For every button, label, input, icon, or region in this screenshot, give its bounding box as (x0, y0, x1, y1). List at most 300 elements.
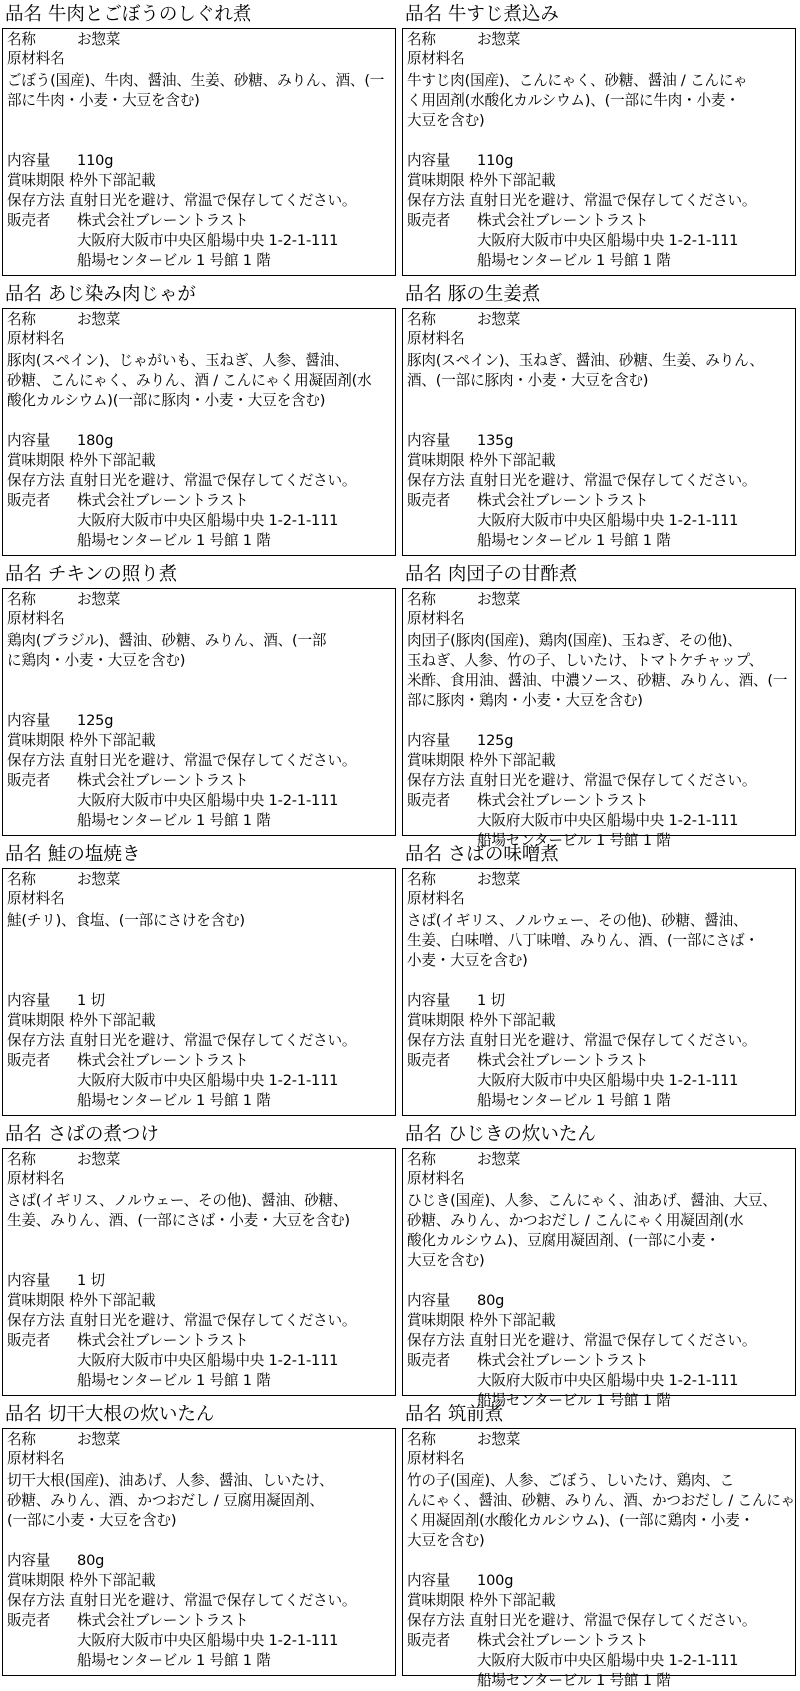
shomi-label: 賞味期限 (7, 452, 65, 469)
naiyoryo-row (407, 151, 513, 171)
naiyoryo-label: 内容量 (7, 712, 51, 729)
hozon-label: 保存方法 (7, 1312, 65, 1329)
hozon-label: 保存方法 (7, 472, 65, 489)
ingredients-line: 鶏肉(ブラジル)、醤油、砂糖、みりん、酒、(一部 (7, 632, 327, 649)
ingredients-line: 砂糖、こんにゃく、みりん、酒 / こんにゃく用凝固剤(水 (7, 372, 372, 389)
meisho-value: お惣菜 (477, 1151, 521, 1168)
shomi-value: 枠外下部記載 (469, 1312, 556, 1329)
amount-value: 80g (77, 1552, 105, 1569)
hozon-label: 保存方法 (7, 1592, 65, 1609)
shomi-label: 賞味期限 (7, 732, 65, 749)
product-label (400, 1400, 800, 1689)
hanbai-label: 販売者 (7, 1332, 51, 1349)
meisho-row (7, 1430, 120, 1450)
hanbai-label: 販売者 (407, 1632, 451, 1649)
product-name-header (405, 1401, 503, 1428)
shomi-row (7, 451, 155, 471)
genzairyo-label: 原材料名 (407, 330, 465, 347)
meisho-value: お惣菜 (77, 591, 121, 608)
label-box (402, 588, 796, 849)
naiyoryo-label: 内容量 (7, 1272, 51, 1289)
naiyoryo-label: 内容量 (407, 732, 451, 749)
hanbai-row (407, 211, 648, 231)
seller-address-2: 船場センタービル 1 号館 1 階 (477, 252, 671, 269)
hanbai-row (7, 491, 248, 511)
seller-address-1: 大阪府大阪市中央区船場中央 1-2-1-111 (77, 1072, 339, 1089)
naiyoryo-label: 内容量 (7, 1552, 51, 1569)
hanbai-label: 販売者 (407, 492, 451, 509)
genzairyo-label: 原材料名 (407, 610, 465, 627)
hanbai-row (7, 211, 248, 231)
hozon-row (407, 771, 756, 791)
ingredients-line: さば(イギリス、ノルウェー、その他)、砂糖、醤油、 (407, 912, 748, 929)
product-name: 筑前煮 (447, 1404, 504, 1425)
seller-address-1: 大阪府大阪市中央区船場中央 1-2-1-111 (477, 1072, 739, 1089)
seller-address-1: 大阪府大阪市中央区船場中央 1-2-1-111 (77, 1352, 339, 1369)
naiyoryo-label: 内容量 (7, 152, 51, 169)
product-name: 肉団子の甘酢煮 (447, 564, 578, 585)
seller-address-1: 大阪府大阪市中央区船場中央 1-2-1-111 (477, 232, 739, 249)
hozon-row (407, 471, 756, 491)
ingredients-line: 砂糖、みりん、かつおだし / こんにゃく用凝固剤(水 (407, 1212, 744, 1229)
naiyoryo-row (407, 431, 513, 451)
hanbai-label: 販売者 (7, 1052, 51, 1069)
meisho-label: 名称 (7, 871, 36, 888)
product-label (400, 560, 800, 849)
meisho-value: お惣菜 (77, 31, 121, 48)
meisho-label: 名称 (407, 1431, 436, 1448)
seller-address-1: 大阪府大阪市中央区船場中央 1-2-1-111 (77, 232, 339, 249)
ingredients (7, 1471, 395, 1531)
seller-address-1: 大阪府大阪市中央区船場中央 1-2-1-111 (77, 792, 339, 809)
ingredients-line: 生姜、白味噌、八丁味噌、みりん、酒、(一部にさば・ (407, 932, 759, 949)
product-name: 切干大根の炊いたん (47, 1404, 215, 1425)
shomi-row (7, 1571, 155, 1591)
genzairyo-label: 原材料名 (407, 1450, 465, 1467)
shomi-label: 賞味期限 (7, 172, 65, 189)
product-name-header (5, 561, 177, 588)
seller-name: 株式会社ブレーントラスト (77, 492, 249, 509)
seller-address-2: 船場センタービル 1 号館 1 階 (477, 1672, 671, 1689)
ingredients-line: 酒、(一部に豚肉・小麦・大豆を含む) (407, 372, 649, 389)
label-box (402, 1428, 796, 1689)
seller-address-1: 大阪府大阪市中央区船場中央 1-2-1-111 (477, 812, 739, 829)
product-label (0, 280, 400, 560)
product-label (0, 1120, 400, 1400)
shomi-value: 枠外下部記載 (469, 1592, 556, 1609)
seller-name: 株式会社ブレーントラスト (77, 1052, 249, 1069)
seller-name: 株式会社ブレーントラスト (477, 492, 649, 509)
label-box (2, 28, 396, 276)
meisho-row (407, 1430, 520, 1450)
ingredients-line: ひじき(国産)、人参、こんにゃく、油あげ、醤油、大豆、 (407, 1192, 777, 1209)
ingredients-line: 大豆を含む) (407, 1532, 485, 1549)
hanbai-row (407, 1051, 648, 1071)
meisho-label: 名称 (7, 311, 36, 328)
shomi-row (7, 1291, 155, 1311)
hinmei-label: 品名 (405, 564, 443, 585)
ingredients (407, 351, 795, 391)
hozon-row (7, 1311, 356, 1331)
ingredients-line: 酸化カルシウム)、豆腐用凝固剤、(一部に小麦・ (407, 1232, 720, 1249)
hanbai-row (407, 1631, 648, 1651)
amount-value: 135g (477, 432, 514, 449)
ingredients-line: 肉団子(豚肉(国産)、鶏肉(国産)、玉ねぎ、その他)、 (407, 632, 742, 649)
hanbai-label: 販売者 (407, 1352, 451, 1369)
seller-address-2: 船場センタービル 1 号館 1 階 (77, 1372, 271, 1389)
shomi-value: 枠外下部記載 (69, 1012, 156, 1029)
hinmei-label: 品名 (5, 4, 43, 25)
shomi-row (407, 1311, 555, 1331)
meisho-row (407, 590, 520, 610)
hinmei-label: 品名 (5, 844, 43, 865)
naiyoryo-row (7, 1271, 105, 1291)
ingredients-line: 豚肉(スペイン)、玉ねぎ、醤油、砂糖、生姜、みりん、 (407, 352, 764, 369)
shomi-label: 賞味期限 (7, 1572, 65, 1589)
product-name: あじ染み肉じゃが (47, 284, 196, 305)
genzairyo-label: 原材料名 (7, 1450, 65, 1467)
shomi-label: 賞味期限 (407, 1012, 465, 1029)
product-name-header (5, 1, 251, 28)
hanbai-row (7, 1611, 248, 1631)
hanbai-row (7, 771, 248, 791)
shomi-label: 賞味期限 (407, 1312, 465, 1329)
naiyoryo-row (7, 151, 113, 171)
product-name-header (5, 841, 140, 868)
seller-address-2: 船場センタービル 1 号館 1 階 (477, 1392, 671, 1409)
ingredients (407, 631, 795, 711)
product-name: ひじきの炊いたん (447, 1124, 596, 1145)
naiyoryo-row (7, 711, 113, 731)
product-name: さばの煮つけ (47, 1124, 159, 1145)
ingredients-line: 大豆を含む) (407, 1252, 485, 1269)
ingredients-line: んにゃく、醤油、砂糖、みりん、酒、かつおだし / こんにゃ (407, 1492, 795, 1509)
shomi-row (407, 1591, 555, 1611)
ingredients-line: 鮭(チリ)、食塩、(一部にさけを含む) (7, 912, 245, 929)
genzairyo-label: 原材料名 (7, 890, 65, 907)
label-box (2, 868, 396, 1116)
product-name: 豚の生姜煮 (447, 284, 541, 305)
naiyoryo-row (407, 731, 513, 751)
genzairyo-label: 原材料名 (407, 1170, 465, 1187)
hanbai-label: 販売者 (7, 1612, 51, 1629)
meisho-label: 名称 (7, 1431, 36, 1448)
product-name-header (405, 561, 577, 588)
hanbai-label: 販売者 (7, 492, 51, 509)
hozon-label: 保存方法 (407, 1332, 465, 1349)
product-name-header (5, 281, 196, 308)
shomi-label: 賞味期限 (407, 1592, 465, 1609)
hozon-value: 直射日光を避け、常温で保存してください。 (469, 772, 757, 789)
shomi-value: 枠外下部記載 (469, 1012, 556, 1029)
hozon-value: 直射日光を避け、常温で保存してください。 (69, 752, 357, 769)
hinmei-label: 品名 (5, 284, 43, 305)
shomi-row (407, 171, 555, 191)
amount-value: 80g (477, 1292, 505, 1309)
shomi-value: 枠外下部記載 (469, 752, 556, 769)
hanbai-row (407, 791, 648, 811)
product-name-header (5, 1401, 214, 1428)
meisho-row (7, 310, 120, 330)
ingredients (7, 1191, 395, 1231)
ingredients-line: く用固剤(水酸化カルシウム)、(一部に牛肉・小麦・ (407, 92, 740, 109)
ingredients-line: 切干大根(国産)、油あげ、人参、醤油、しいたけ、 (7, 1472, 334, 1489)
meisho-value: お惣菜 (477, 311, 521, 328)
hozon-value: 直射日光を避け、常温で保存してください。 (469, 192, 757, 209)
hozon-value: 直射日光を避け、常温で保存してください。 (469, 1032, 757, 1049)
product-name-header (5, 1121, 159, 1148)
hinmei-label: 品名 (405, 1404, 443, 1425)
meisho-value: お惣菜 (77, 1431, 121, 1448)
ingredients-line: 酸化カルシウム)(一部に豚肉・小麦・大豆を含む) (7, 392, 326, 409)
product-name: チキンの照り煮 (47, 564, 178, 585)
product-name-header (405, 841, 559, 868)
ingredients (7, 351, 395, 411)
ingredients-line: 大豆を含む) (407, 112, 485, 129)
hinmei-label: 品名 (405, 1124, 443, 1145)
shomi-value: 枠外下部記載 (69, 1292, 156, 1309)
meisho-label: 名称 (407, 591, 436, 608)
amount-value: 110g (77, 152, 114, 169)
seller-name: 株式会社ブレーントラスト (477, 1052, 649, 1069)
seller-address-2: 船場センタービル 1 号館 1 階 (77, 252, 271, 269)
ingredients-line: (一部に小麦・大豆を含む) (7, 1512, 177, 1529)
shomi-value: 枠外下部記載 (469, 452, 556, 469)
hanbai-row (7, 1051, 248, 1071)
hozon-row (7, 1031, 356, 1051)
amount-value: 125g (477, 732, 514, 749)
hozon-row (407, 1031, 756, 1051)
hanbai-row (407, 491, 648, 511)
hozon-label: 保存方法 (407, 1612, 465, 1629)
naiyoryo-row (407, 991, 505, 1011)
ingredients-line: 部に豚肉・鶏肉・小麦・大豆を含む) (407, 692, 643, 709)
naiyoryo-label: 内容量 (407, 1292, 451, 1309)
seller-name: 株式会社ブレーントラスト (477, 1352, 649, 1369)
hozon-value: 直射日光を避け、常温で保存してください。 (469, 1612, 757, 1629)
ingredients (407, 71, 795, 131)
hinmei-label: 品名 (405, 284, 443, 305)
hozon-label: 保存方法 (7, 192, 65, 209)
genzairyo-label: 原材料名 (7, 610, 65, 627)
ingredients-line: 小麦・大豆を含む) (407, 952, 528, 969)
label-box (2, 588, 396, 836)
meisho-value: お惣菜 (477, 591, 521, 608)
shomi-label: 賞味期限 (407, 752, 465, 769)
naiyoryo-row (7, 1551, 104, 1571)
ingredients (7, 71, 395, 111)
hozon-value: 直射日光を避け、常温で保存してください。 (69, 472, 357, 489)
genzairyo-label: 原材料名 (407, 50, 465, 67)
label-box (2, 308, 396, 556)
hanbai-label: 販売者 (7, 772, 51, 789)
hozon-label: 保存方法 (407, 772, 465, 789)
shomi-value: 枠外下部記載 (469, 172, 556, 189)
amount-value: 180g (77, 432, 114, 449)
product-name: さばの味噌煮 (447, 844, 559, 865)
product-name: 鮭の塩焼き (47, 844, 141, 865)
hozon-row (7, 1591, 356, 1611)
hanbai-label: 販売者 (407, 212, 451, 229)
ingredients-line: 生姜、みりん、酒、(一部にさば・小麦・大豆を含む) (7, 1212, 350, 1229)
product-label (0, 1400, 400, 1680)
ingredients (407, 911, 795, 971)
shomi-row (407, 1011, 555, 1031)
meisho-row (7, 870, 120, 890)
meisho-row (7, 1150, 120, 1170)
product-label (400, 0, 800, 280)
product-name-header (405, 1, 559, 28)
hozon-row (7, 471, 356, 491)
seller-address-1: 大阪府大阪市中央区船場中央 1-2-1-111 (77, 512, 339, 529)
seller-name: 株式会社ブレーントラスト (477, 792, 649, 809)
ingredients-line: 米酢、食用油、醤油、中濃ソース、砂糖、みりん、酒、(一 (407, 672, 788, 689)
amount-value: 125g (77, 712, 114, 729)
ingredients (407, 1471, 795, 1551)
seller-name: 株式会社ブレーントラスト (77, 772, 249, 789)
seller-address-1: 大阪府大阪市中央区船場中央 1-2-1-111 (77, 1632, 339, 1649)
label-box (402, 868, 796, 1116)
shomi-value: 枠外下部記載 (69, 172, 156, 189)
naiyoryo-row (7, 991, 105, 1011)
product-label (0, 840, 400, 1120)
product-name-header (405, 281, 540, 308)
meisho-label: 名称 (407, 31, 436, 48)
ingredients-line: 部に牛肉・小麦・大豆を含む) (7, 92, 200, 109)
shomi-row (407, 751, 555, 771)
seller-address-2: 船場センタービル 1 号館 1 階 (477, 532, 671, 549)
seller-name: 株式会社ブレーントラスト (477, 212, 649, 229)
meisho-row (407, 870, 520, 890)
label-box (2, 1148, 396, 1396)
hozon-row (407, 191, 756, 211)
shomi-label: 賞味期限 (407, 452, 465, 469)
hinmei-label: 品名 (405, 844, 443, 865)
meisho-value: お惣菜 (477, 1431, 521, 1448)
naiyoryo-row (407, 1571, 513, 1591)
meisho-label: 名称 (407, 311, 436, 328)
ingredients-line: 砂糖、みりん、酒、かつおだし / 豆腐用凝固剤、 (7, 1492, 324, 1509)
genzairyo-label: 原材料名 (7, 50, 65, 67)
meisho-row (407, 30, 520, 50)
hanbai-label: 販売者 (407, 792, 451, 809)
naiyoryo-label: 内容量 (407, 152, 451, 169)
meisho-row (7, 30, 120, 50)
seller-name: 株式会社ブレーントラスト (77, 212, 249, 229)
seller-name: 株式会社ブレーントラスト (77, 1332, 249, 1349)
meisho-value: お惣菜 (77, 311, 121, 328)
ingredients-line: 牛すじ肉(国産)、こんにゃく、砂糖、醤油 / こんにゃ (407, 72, 748, 89)
shomi-label: 賞味期限 (7, 1012, 65, 1029)
meisho-value: お惣菜 (77, 871, 121, 888)
ingredients (407, 1191, 795, 1271)
hozon-value: 直射日光を避け、常温で保存してください。 (469, 1332, 757, 1349)
naiyoryo-row (407, 1291, 504, 1311)
naiyoryo-label: 内容量 (407, 1572, 451, 1589)
amount-value: 110g (477, 152, 514, 169)
shomi-row (7, 1011, 155, 1031)
ingredients-line: 豚肉(スペイン)、じゃがいも、玉ねぎ、人参、醤油、 (7, 352, 349, 369)
seller-name: 株式会社ブレーントラスト (477, 1632, 649, 1649)
naiyoryo-label: 内容量 (407, 432, 451, 449)
amount-value: 1 切 (477, 992, 505, 1009)
hinmei-label: 品名 (5, 564, 43, 585)
label-box (402, 1148, 796, 1409)
product-label (0, 560, 400, 840)
meisho-row (407, 310, 520, 330)
hozon-label: 保存方法 (7, 752, 65, 769)
meisho-row (407, 1150, 520, 1170)
label-box (402, 28, 796, 276)
hozon-label: 保存方法 (7, 1032, 65, 1049)
seller-address-1: 大阪府大阪市中央区船場中央 1-2-1-111 (477, 1652, 739, 1669)
hozon-label: 保存方法 (407, 1032, 465, 1049)
hozon-value: 直射日光を避け、常温で保存してください。 (69, 1592, 357, 1609)
hozon-value: 直射日光を避け、常温で保存してください。 (469, 472, 757, 489)
seller-name: 株式会社ブレーントラスト (77, 1612, 249, 1629)
hanbai-row (407, 1351, 648, 1371)
meisho-value: お惣菜 (77, 1151, 121, 1168)
meisho-label: 名称 (407, 871, 436, 888)
meisho-value: お惣菜 (477, 31, 521, 48)
hozon-row (407, 1611, 756, 1631)
hinmei-label: 品名 (405, 4, 443, 25)
meisho-row (7, 590, 120, 610)
hozon-row (407, 1331, 756, 1351)
seller-address-1: 大阪府大阪市中央区船場中央 1-2-1-111 (477, 1372, 739, 1389)
ingredients (7, 631, 395, 671)
seller-address-2: 船場センタービル 1 号館 1 階 (77, 532, 271, 549)
ingredients-line: ごぼう(国産)、牛肉、醤油、生姜、砂糖、みりん、酒、(一 (7, 72, 385, 89)
hozon-value: 直射日光を避け、常温で保存してください。 (69, 192, 357, 209)
seller-address-1: 大阪府大阪市中央区船場中央 1-2-1-111 (477, 512, 739, 529)
hozon-row (7, 191, 356, 211)
hanbai-row (7, 1331, 248, 1351)
seller-address-2: 船場センタービル 1 号館 1 階 (477, 832, 671, 849)
shomi-row (407, 451, 555, 471)
ingredients-line: さば(イギリス、ノルウェー、その他)、醤油、砂糖、 (7, 1192, 348, 1209)
product-name-header (405, 1121, 596, 1148)
shomi-row (7, 171, 155, 191)
hozon-value: 直射日光を避け、常温で保存してください。 (69, 1312, 357, 1329)
product-name: 牛すじ煮込み (447, 4, 559, 25)
hozon-label: 保存方法 (407, 192, 465, 209)
ingredients-line: 玉ねぎ、人参、竹の子、しいたけ、トマトケチャップ、 (407, 652, 764, 669)
ingredients-line: 竹の子(国産)、人参、ごぼう、しいたけ、鶏肉、こ (407, 1472, 735, 1489)
label-box (402, 308, 796, 556)
amount-value: 100g (477, 1572, 514, 1589)
hinmei-label: 品名 (5, 1124, 43, 1145)
genzairyo-label: 原材料名 (7, 1170, 65, 1187)
hozon-row (7, 751, 356, 771)
amount-value: 1 切 (77, 1272, 105, 1289)
naiyoryo-label: 内容量 (407, 992, 451, 1009)
hanbai-label: 販売者 (407, 1052, 451, 1069)
meisho-value: お惣菜 (477, 871, 521, 888)
product-label (400, 840, 800, 1120)
meisho-label: 名称 (7, 31, 36, 48)
product-label (0, 0, 400, 280)
ingredients-line: に鶏肉・小麦・大豆を含む) (7, 652, 186, 669)
seller-address-2: 船場センタービル 1 号館 1 階 (477, 1092, 671, 1109)
shomi-value: 枠外下部記載 (69, 1572, 156, 1589)
naiyoryo-label: 内容量 (7, 992, 51, 1009)
shomi-value: 枠外下部記載 (69, 452, 156, 469)
seller-address-2: 船場センタービル 1 号館 1 階 (77, 812, 271, 829)
naiyoryo-label: 内容量 (7, 432, 51, 449)
ingredients (7, 911, 395, 931)
product-label (400, 1120, 800, 1409)
